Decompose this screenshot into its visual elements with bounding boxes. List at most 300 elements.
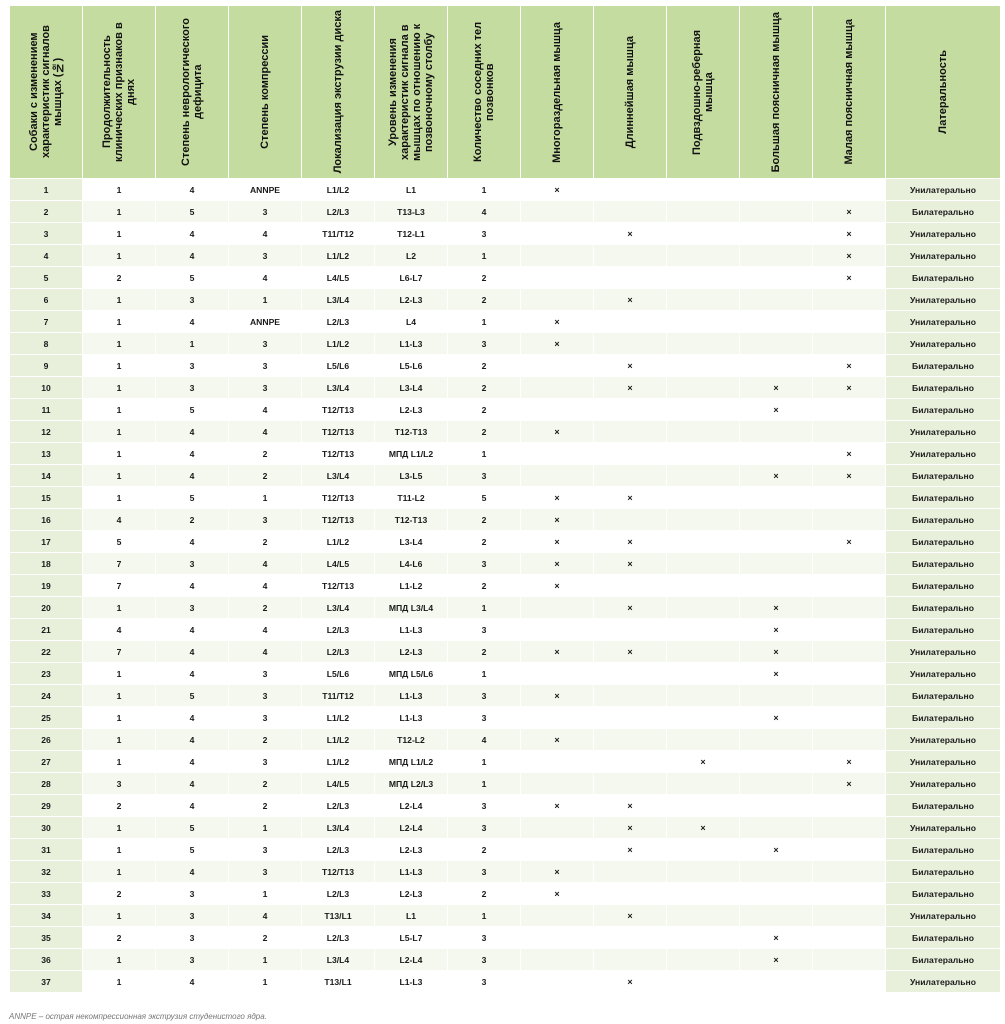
table-cell <box>667 641 740 663</box>
table-cell <box>667 531 740 553</box>
table-row <box>10 553 1001 575</box>
table-cell: × <box>594 487 667 509</box>
table-row <box>10 795 1001 817</box>
table-cell: 1 <box>83 839 156 861</box>
table-cell: 3 <box>156 927 229 949</box>
table-cell <box>740 443 813 465</box>
table-cell: 12 <box>10 421 83 443</box>
table-cell: 3 <box>229 663 302 685</box>
table-cell: 3 <box>229 751 302 773</box>
table-cell: 1 <box>229 487 302 509</box>
table-cell: 4 <box>156 641 229 663</box>
column-header-label: Количество соседних тел позвонков <box>472 21 496 163</box>
table-cell <box>813 289 886 311</box>
column-header <box>886 6 1001 179</box>
table-cell <box>667 663 740 685</box>
table-cell: 3 <box>448 971 521 993</box>
table-cell: Унилатерально <box>886 971 1001 993</box>
table-cell: 1 <box>83 861 156 883</box>
table-cell: L4-L6 <box>375 553 448 575</box>
table-cell: T12/T13 <box>302 443 375 465</box>
column-header <box>375 6 448 179</box>
table-cell <box>813 575 886 597</box>
table-cell: 4 <box>156 751 229 773</box>
table-cell: 2 <box>448 377 521 399</box>
table-cell <box>667 223 740 245</box>
table-cell: 4 <box>448 729 521 751</box>
table-cell: 3 <box>448 223 521 245</box>
table-cell: × <box>740 597 813 619</box>
table-cell <box>667 289 740 311</box>
table-cell: × <box>594 905 667 927</box>
table-cell: 18 <box>10 553 83 575</box>
table-cell <box>667 619 740 641</box>
table-cell: 2 <box>448 267 521 289</box>
table-cell: Унилатерально <box>886 223 1001 245</box>
table-cell: L3/L4 <box>302 289 375 311</box>
table-cell: 5 <box>156 267 229 289</box>
table-cell: L3-L5 <box>375 465 448 487</box>
table-cell <box>594 927 667 949</box>
table-cell <box>667 685 740 707</box>
table-cell: 3 <box>156 553 229 575</box>
table-cell: 3 <box>448 707 521 729</box>
table-cell: × <box>594 597 667 619</box>
table-cell: L5-L6 <box>375 355 448 377</box>
table-cell: Билатерально <box>886 707 1001 729</box>
table-cell: 4 <box>229 267 302 289</box>
table-cell: 22 <box>10 641 83 663</box>
table-cell: 3 <box>156 905 229 927</box>
table-cell <box>740 905 813 927</box>
table-cell: 2 <box>229 531 302 553</box>
table-cell <box>521 267 594 289</box>
table-cell <box>740 333 813 355</box>
table-cell: Унилатерально <box>886 289 1001 311</box>
table-cell: 3 <box>448 927 521 949</box>
table-cell: 1 <box>83 355 156 377</box>
table-cell <box>740 575 813 597</box>
table-cell: 4 <box>156 465 229 487</box>
table-cell <box>667 773 740 795</box>
table-cell: L3/L4 <box>302 377 375 399</box>
table-cell: 8 <box>10 333 83 355</box>
table-cell: 5 <box>156 201 229 223</box>
column-header <box>448 6 521 179</box>
table-cell <box>740 861 813 883</box>
table-cell: L2-L4 <box>375 949 448 971</box>
table-cell: 4 <box>83 619 156 641</box>
table-cell: 7 <box>83 641 156 663</box>
table-cell <box>667 267 740 289</box>
table-cell: × <box>594 289 667 311</box>
table-cell: 28 <box>10 773 83 795</box>
table-row <box>10 267 1001 289</box>
table-cell: 4 <box>156 421 229 443</box>
table-cell: 3 <box>229 201 302 223</box>
table-footnote: ANNPE – острая некомпрессионная экструзия студенистого ядра. <box>9 1012 267 1021</box>
table-cell: 1 <box>83 465 156 487</box>
table-cell <box>594 465 667 487</box>
table-cell: МПД L1/L2 <box>375 751 448 773</box>
table-cell <box>521 949 594 971</box>
table-cell: T12/T13 <box>302 861 375 883</box>
table-row <box>10 619 1001 641</box>
table-cell: L1/L2 <box>302 333 375 355</box>
table-cell: × <box>594 553 667 575</box>
table-cell <box>813 905 886 927</box>
table-cell: × <box>740 377 813 399</box>
table-cell: × <box>813 377 886 399</box>
table-cell: L1 <box>375 179 448 201</box>
table-cell: × <box>667 817 740 839</box>
table-cell <box>594 619 667 641</box>
table-cell: L1-L3 <box>375 685 448 707</box>
table-cell: × <box>594 641 667 663</box>
table-cell: × <box>521 861 594 883</box>
table-cell: L2 <box>375 245 448 267</box>
table-cell: 11 <box>10 399 83 421</box>
table-cell <box>521 839 594 861</box>
table-cell: 4 <box>229 575 302 597</box>
table-cell: 7 <box>83 553 156 575</box>
table-cell: 29 <box>10 795 83 817</box>
table-cell: МПД L5/L6 <box>375 663 448 685</box>
table-cell: 2 <box>229 729 302 751</box>
column-header <box>156 6 229 179</box>
table-cell <box>594 861 667 883</box>
table-cell <box>521 663 594 685</box>
column-header-label: Собаки с изменением характеристик сигналов мышцах (№) <box>28 25 64 159</box>
table-cell: L6-L7 <box>375 267 448 289</box>
table-cell: Билатерально <box>886 597 1001 619</box>
table-cell: 2 <box>83 795 156 817</box>
table-row <box>10 443 1001 465</box>
table-cell: × <box>813 773 886 795</box>
table-cell: × <box>740 641 813 663</box>
table-cell: L3-L4 <box>375 531 448 553</box>
column-header-label: Латеральность <box>937 50 949 134</box>
table-cell: 2 <box>229 443 302 465</box>
table-cell: × <box>740 707 813 729</box>
table-cell: × <box>594 839 667 861</box>
table-cell: 2 <box>83 267 156 289</box>
table-cell: 1 <box>448 597 521 619</box>
table-cell <box>667 333 740 355</box>
table-cell: × <box>521 575 594 597</box>
table-cell <box>594 663 667 685</box>
table-cell: L1-L3 <box>375 971 448 993</box>
table-cell: 2 <box>229 795 302 817</box>
table-cell: 4 <box>156 223 229 245</box>
table-cell: 26 <box>10 729 83 751</box>
table-cell: Унилатерально <box>886 179 1001 201</box>
table-cell: × <box>740 465 813 487</box>
table-cell <box>521 597 594 619</box>
table-cell: 4 <box>156 619 229 641</box>
table-cell <box>667 597 740 619</box>
table-row <box>10 223 1001 245</box>
table-cell: L1-L3 <box>375 707 448 729</box>
table-cell: Унилатерально <box>886 311 1001 333</box>
table-cell: 1 <box>83 663 156 685</box>
table-cell: × <box>813 267 886 289</box>
table-cell: × <box>813 751 886 773</box>
table-row <box>10 685 1001 707</box>
table-cell: 5 <box>156 685 229 707</box>
column-header <box>10 6 83 179</box>
table-cell: 21 <box>10 619 83 641</box>
table-cell <box>813 553 886 575</box>
table-cell <box>521 245 594 267</box>
table-cell: 5 <box>448 487 521 509</box>
table-cell: 2 <box>229 927 302 949</box>
table-cell: 2 <box>83 927 156 949</box>
table-cell: 4 <box>448 201 521 223</box>
table-cell: Билатерально <box>886 509 1001 531</box>
table-cell: 4 <box>156 531 229 553</box>
table-cell: 3 <box>448 685 521 707</box>
table-row <box>10 927 1001 949</box>
table-cell: 9 <box>10 355 83 377</box>
table-row <box>10 905 1001 927</box>
table-cell: ANNPE <box>229 311 302 333</box>
table-cell: × <box>521 795 594 817</box>
column-header <box>302 6 375 179</box>
table-cell <box>594 685 667 707</box>
table-cell <box>667 905 740 927</box>
column-header-label: Продолжительность клинических признаков в днях <box>101 22 137 162</box>
table-cell: 33 <box>10 883 83 905</box>
table-cell <box>813 333 886 355</box>
table-cell: 1 <box>83 245 156 267</box>
table-cell: L3/L4 <box>302 465 375 487</box>
table-cell <box>740 311 813 333</box>
table-cell: L1/L2 <box>302 707 375 729</box>
column-header-label: Длиннейшая мышца <box>624 35 636 149</box>
table-cell <box>594 421 667 443</box>
table-cell <box>667 707 740 729</box>
table-cell <box>740 685 813 707</box>
table-cell <box>667 509 740 531</box>
table-row <box>10 421 1001 443</box>
table-cell: 4 <box>229 619 302 641</box>
table-cell <box>594 333 667 355</box>
table-cell: T12-L2 <box>375 729 448 751</box>
table-cell: 2 <box>229 773 302 795</box>
table-cell <box>740 971 813 993</box>
table-row <box>10 201 1001 223</box>
table-cell: 23 <box>10 663 83 685</box>
table-cell <box>813 509 886 531</box>
table-cell <box>813 883 886 905</box>
column-header <box>594 6 667 179</box>
table-cell: 2 <box>448 531 521 553</box>
table-cell: × <box>594 355 667 377</box>
table-cell: 3 <box>229 707 302 729</box>
table-cell: 5 <box>156 817 229 839</box>
table-cell: 2 <box>448 399 521 421</box>
table-cell: T12/T13 <box>302 399 375 421</box>
table-cell <box>667 883 740 905</box>
table-cell: 3 <box>448 861 521 883</box>
table-cell: L4/L5 <box>302 267 375 289</box>
table-row <box>10 575 1001 597</box>
table-cell: L1/L2 <box>302 531 375 553</box>
table-cell: T12/T13 <box>302 509 375 531</box>
table-cell: T11/T12 <box>302 685 375 707</box>
table-cell <box>667 553 740 575</box>
table-cell: 2 <box>448 575 521 597</box>
table-cell: × <box>813 531 886 553</box>
table-cell: 4 <box>156 861 229 883</box>
table-cell: 3 <box>156 949 229 971</box>
table-cell: × <box>594 223 667 245</box>
table-cell <box>813 663 886 685</box>
table-cell: 3 <box>448 553 521 575</box>
table-cell: T13/L1 <box>302 971 375 993</box>
table-cell <box>521 377 594 399</box>
table-cell <box>813 729 886 751</box>
table-cell: 30 <box>10 817 83 839</box>
table-cell <box>740 421 813 443</box>
table-cell: 1 <box>83 179 156 201</box>
column-header <box>667 6 740 179</box>
table-cell: L1/L2 <box>302 751 375 773</box>
table-cell: Билатерально <box>886 927 1001 949</box>
table-cell: 2 <box>448 289 521 311</box>
table-cell: × <box>521 553 594 575</box>
table-cell: 4 <box>156 729 229 751</box>
table-cell: × <box>813 465 886 487</box>
table-cell <box>740 267 813 289</box>
table-cell: 2 <box>448 883 521 905</box>
table-cell <box>521 443 594 465</box>
table-cell: 3 <box>448 949 521 971</box>
table-row <box>10 971 1001 993</box>
table-cell: 1 <box>83 729 156 751</box>
table-cell: Унилатерально <box>886 421 1001 443</box>
table-cell: × <box>813 443 886 465</box>
table-cell <box>594 575 667 597</box>
column-header-label: Степень неврологического дефицита <box>180 18 204 166</box>
table-cell <box>667 971 740 993</box>
table-cell: 5 <box>83 531 156 553</box>
table-cell <box>521 399 594 421</box>
table-cell <box>667 861 740 883</box>
table-cell: 2 <box>448 641 521 663</box>
table-row <box>10 839 1001 861</box>
table-cell <box>521 773 594 795</box>
table-row <box>10 245 1001 267</box>
table-cell: Билатерально <box>886 355 1001 377</box>
table-cell: 1 <box>448 751 521 773</box>
table-cell: 1 <box>83 443 156 465</box>
table-cell: 1 <box>229 949 302 971</box>
table-row <box>10 817 1001 839</box>
table-cell <box>740 201 813 223</box>
table-row <box>10 751 1001 773</box>
table-cell: 1 <box>83 377 156 399</box>
table-cell <box>521 223 594 245</box>
table-cell: 35 <box>10 927 83 949</box>
table-cell: × <box>594 377 667 399</box>
table-cell: 2 <box>10 201 83 223</box>
table-cell: Унилатерально <box>886 905 1001 927</box>
table-cell: Унилатерально <box>886 245 1001 267</box>
column-header <box>813 6 886 179</box>
table-cell: 1 <box>448 905 521 927</box>
table-cell: × <box>594 971 667 993</box>
table-cell <box>740 289 813 311</box>
table-cell: L2/L3 <box>302 795 375 817</box>
table-cell: × <box>521 333 594 355</box>
column-header-label: Малая поясничная мышца <box>843 19 855 165</box>
table-cell: 1 <box>448 773 521 795</box>
table-cell: 1 <box>83 597 156 619</box>
table-row <box>10 773 1001 795</box>
table-cell: × <box>594 795 667 817</box>
table-cell: L3-L4 <box>375 377 448 399</box>
table-cell: L2/L3 <box>302 619 375 641</box>
table-cell: 25 <box>10 707 83 729</box>
table-cell: 3 <box>229 839 302 861</box>
table-cell <box>740 179 813 201</box>
table-cell <box>521 289 594 311</box>
table-cell <box>740 487 813 509</box>
table-cell: 4 <box>156 707 229 729</box>
table-cell: 4 <box>156 663 229 685</box>
table-cell: 34 <box>10 905 83 927</box>
table-cell <box>813 487 886 509</box>
table-cell: T12-L1 <box>375 223 448 245</box>
table-cell: T12/T13 <box>302 487 375 509</box>
table-cell <box>813 707 886 729</box>
table-cell: 4 <box>10 245 83 267</box>
table-cell: 3 <box>448 333 521 355</box>
table-cell: 2 <box>229 597 302 619</box>
table-cell <box>594 443 667 465</box>
table-row <box>10 509 1001 531</box>
table-cell: 1 <box>229 289 302 311</box>
table-cell <box>813 311 886 333</box>
table-cell: 2 <box>448 355 521 377</box>
table-cell <box>667 443 740 465</box>
table-cell: 4 <box>229 641 302 663</box>
table-cell <box>667 421 740 443</box>
table-cell <box>521 927 594 949</box>
table-cell: T12/T13 <box>302 421 375 443</box>
table-cell: L5/L6 <box>302 355 375 377</box>
table-cell: 1 <box>448 245 521 267</box>
table-cell: 1 <box>83 333 156 355</box>
table-cell <box>740 531 813 553</box>
column-header <box>521 6 594 179</box>
table-cell: L2/L3 <box>302 883 375 905</box>
table-cell: T13-L3 <box>375 201 448 223</box>
table-cell <box>813 971 886 993</box>
table-cell: × <box>740 399 813 421</box>
table-cell: 24 <box>10 685 83 707</box>
table-cell: 37 <box>10 971 83 993</box>
table-cell: L4/L5 <box>302 553 375 575</box>
table-cell: × <box>740 839 813 861</box>
table-cell <box>740 773 813 795</box>
table-cell: Унилатерально <box>886 729 1001 751</box>
table-cell: 4 <box>156 971 229 993</box>
table-row <box>10 179 1001 201</box>
table-cell: 3 <box>156 883 229 905</box>
